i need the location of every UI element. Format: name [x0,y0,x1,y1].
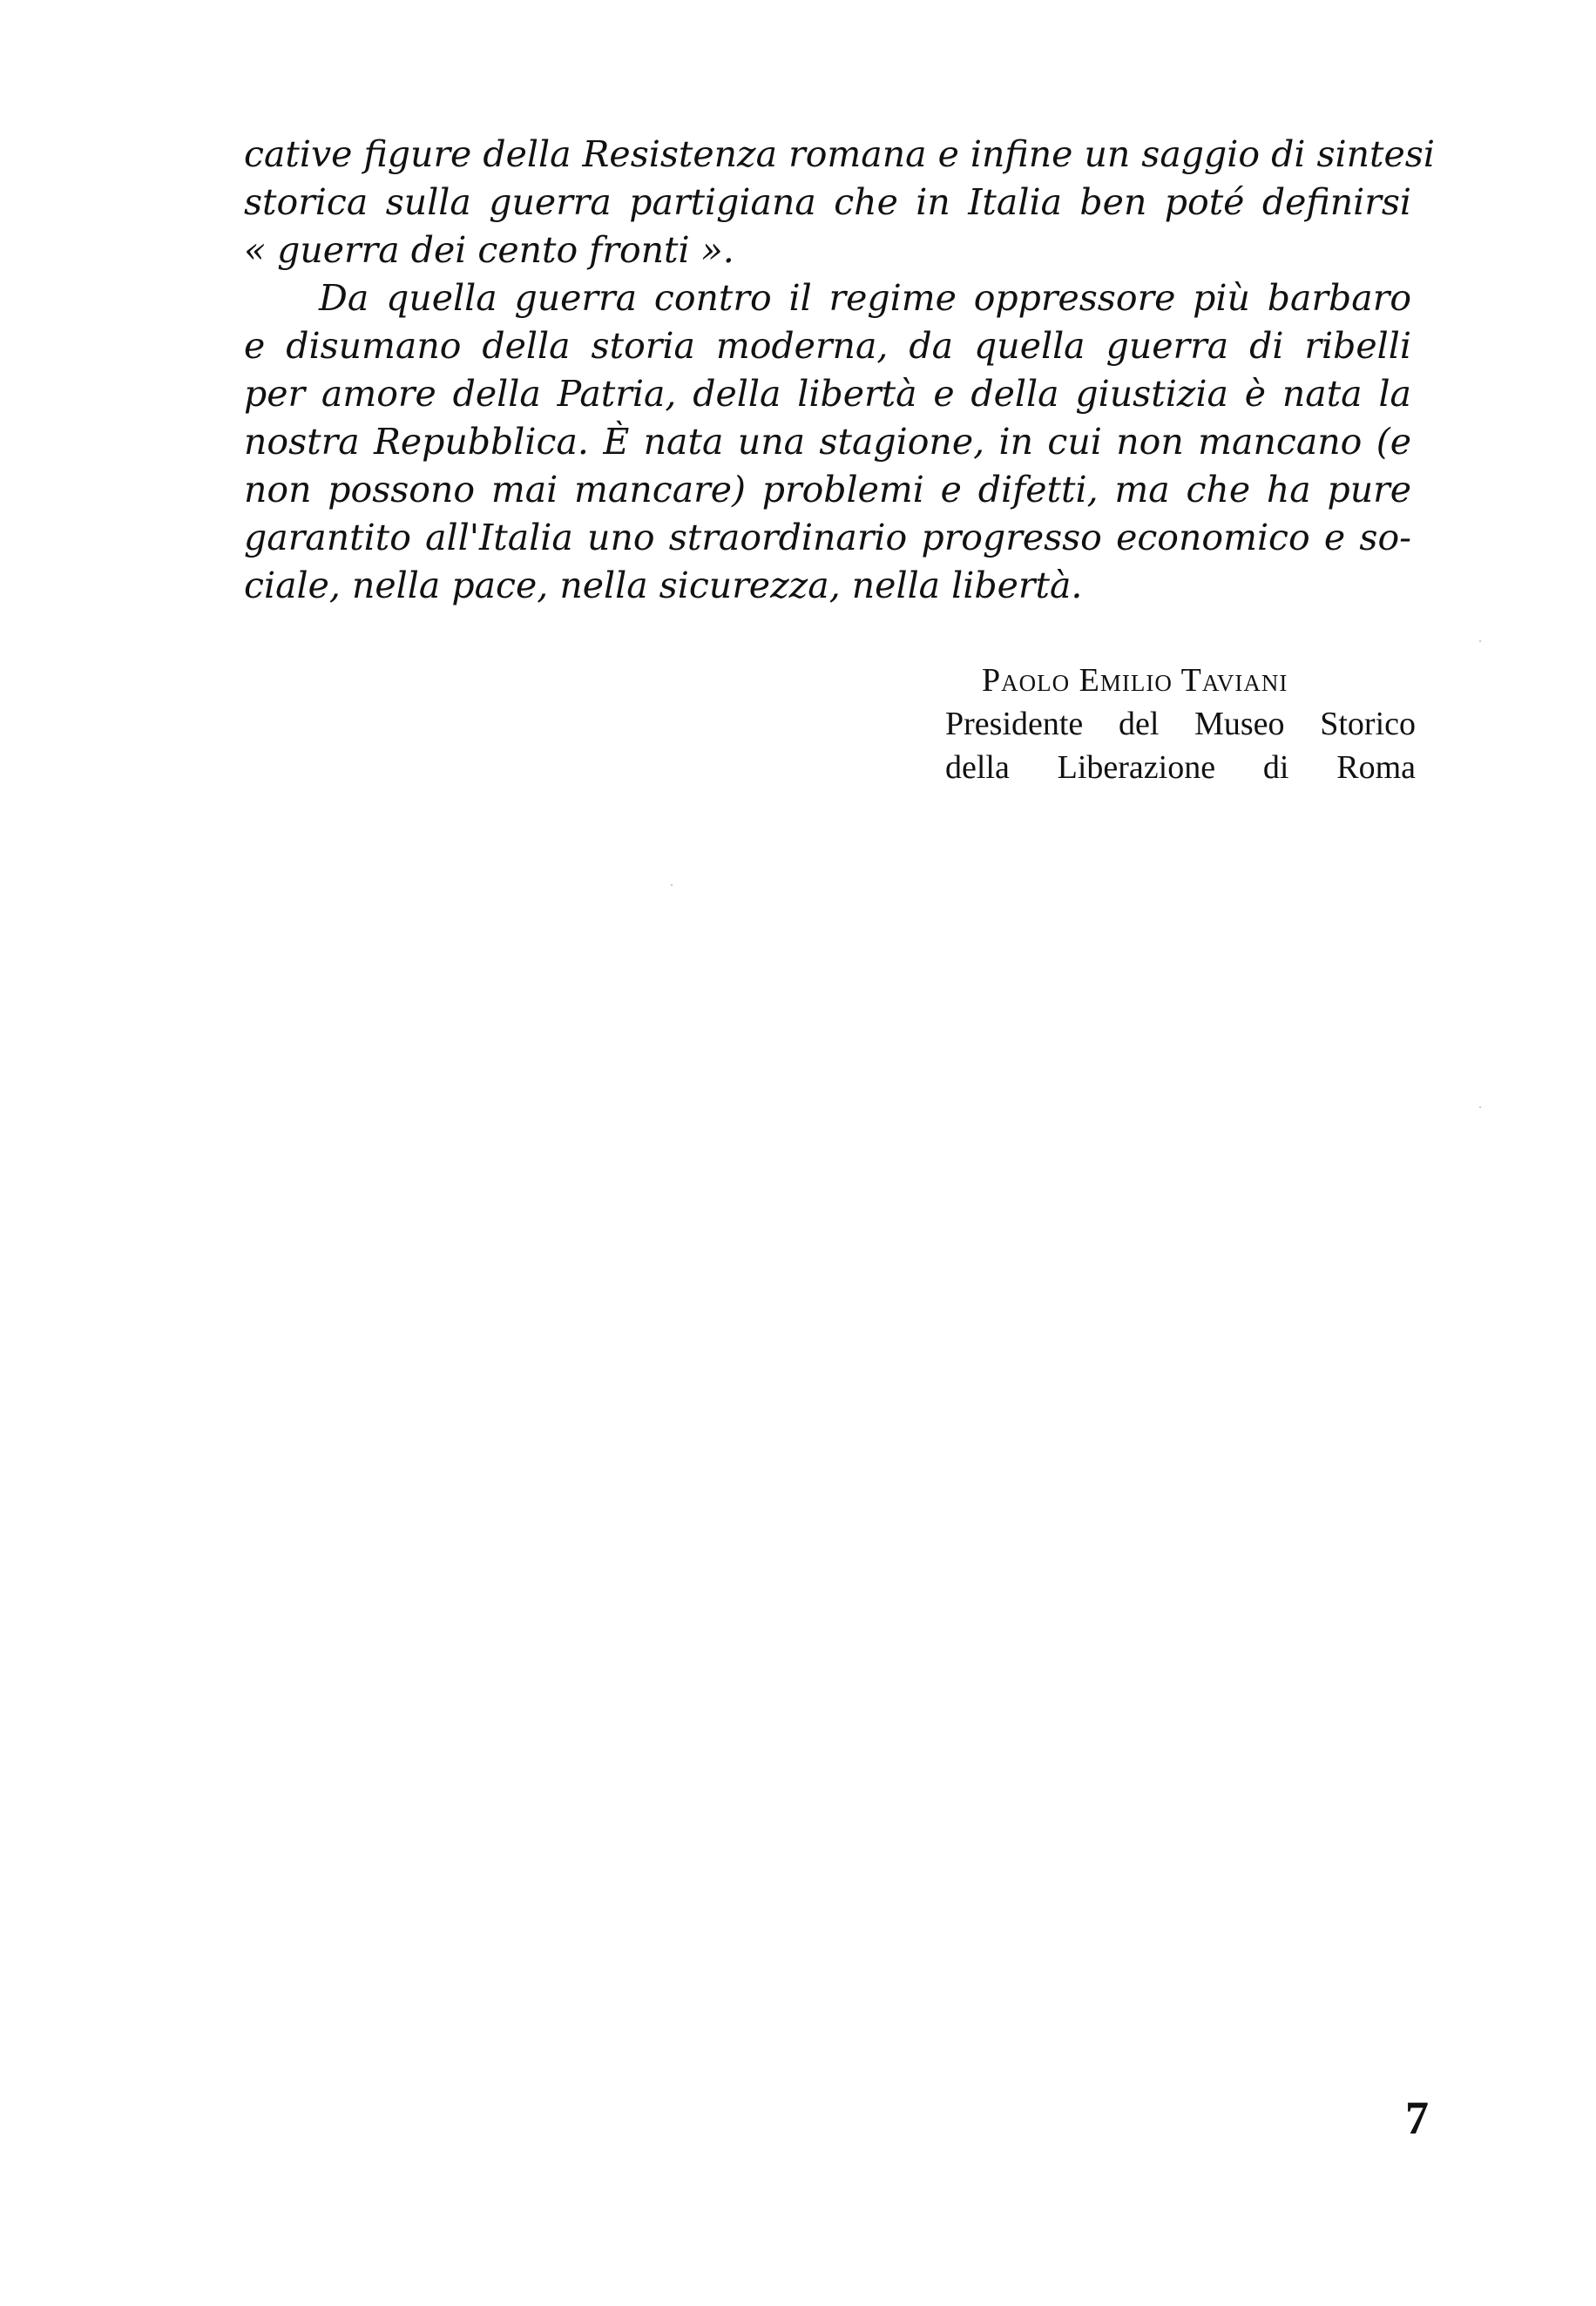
text-line: non possono mai mancare) problemi e difetti, ma che ha pure [244,469,1411,511]
text-line: Da quella guerra contro il regime oppressore più barbaro [319,277,1411,319]
signature-role: della Liberazione di Roma [945,749,1416,786]
scan-speck [671,884,673,886]
scan-speck [1479,640,1481,642]
text-line: nostra Repubblica. È nata una stagione, in cui non mancano (e [244,421,1411,463]
signature-name: Paolo Emilio Taviani [982,662,1288,699]
text-line: per amore della Patria, della libertà e della giustizia è nata la [244,373,1411,415]
scan-speck [1479,1106,1481,1108]
body-text [244,131,1435,610]
page-number: 7 [1405,2092,1429,2144]
text-line: e disumano della storia moderna, da quella guerra di ribelli [244,325,1411,367]
paragraph-conclusion [244,274,1411,610]
text-line: « guerra dei cento fronti ». [244,229,734,271]
text-line: garantito all'Italia uno straordinario progresso economico e so- [244,517,1411,558]
paragraph-continued [244,131,1435,274]
signature-block [945,659,1416,789]
text-line: ciale, nella pace, nella sicurezza, nella libertà. [244,565,1083,606]
text-line: storica sulla guerra partigiana che in Italia ben poté definirsi [244,181,1411,223]
signature-role: Presidente del Museo Storico [945,706,1416,742]
text-line: cative figure della Resistenza romana e infine un saggio di sintesi [244,133,1435,175]
